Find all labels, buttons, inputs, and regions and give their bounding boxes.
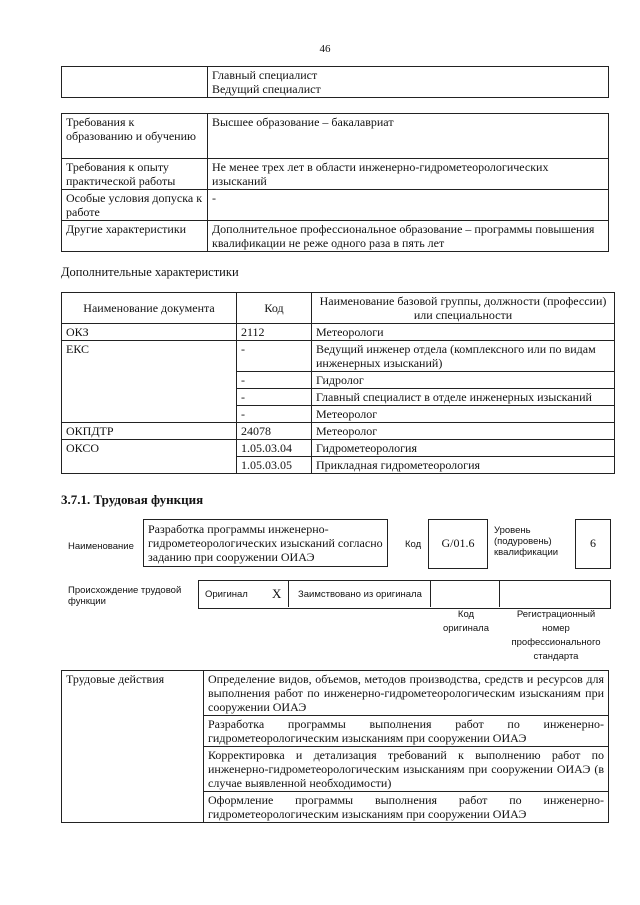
code-label: Код [405, 539, 422, 550]
extra-row [62, 324, 615, 341]
extra-row [62, 341, 615, 372]
code-cell: - [237, 372, 312, 389]
requirement-value: - [208, 190, 609, 221]
requirement-row [62, 221, 609, 252]
requirement-label: Требования к образованию и обучению [62, 114, 208, 159]
code-box [428, 519, 488, 569]
code-cell: - [237, 406, 312, 423]
positions-empty-cell [62, 67, 208, 98]
doc-cell: ЕКС [62, 341, 237, 423]
level-box [575, 519, 611, 569]
positions-table [61, 66, 609, 98]
page-number: 46 [319, 43, 331, 55]
name-cell: Ведущий инженер отдела (комплексного или по видам инженерных изысканий) [312, 341, 615, 372]
doc-cell: ОКПДТР [62, 423, 237, 440]
origin-divider [288, 580, 289, 607]
original-label: Оригинал [205, 589, 248, 600]
origin-divider [430, 580, 431, 607]
action-item: Оформление программы выполнения работ по инженерно-гидрометеорологическим изысканиям при сооружении ОИАЭ [204, 792, 609, 823]
action-item: Корректировка и детализация требований к выполнению работ по инженерно-гидрометеорологическим изысканиям при сооружении ОИАЭ (в случае выявленной необходимости) [204, 747, 609, 792]
name-cell: Метеоролог [312, 406, 615, 423]
position-item: Ведущий специалист [212, 82, 321, 96]
name-cell: Прикладная гидрометеорология [312, 457, 615, 474]
requirement-label: Требования к опыту практической работы [62, 159, 208, 190]
origin-label: Происхождение трудовой функции [68, 585, 182, 607]
name-label: Наименование [68, 541, 134, 552]
header-doc: Наименование документа [62, 293, 237, 324]
code-cell: - [237, 341, 312, 372]
position-item: Главный специалист [212, 68, 318, 82]
name-cell: Метеоролог [312, 423, 615, 440]
requirement-value: Высшее образование – бакалавриат [208, 114, 609, 159]
code-cell: 24078 [237, 423, 312, 440]
code-cell: 2112 [237, 324, 312, 341]
extra-row [62, 423, 615, 440]
doc-cell: ОКСО [62, 440, 237, 474]
code-value: G/01.6 [441, 536, 475, 550]
actions-label: Трудовые действия [62, 671, 204, 823]
level-label: Уровень (подуровень) квалификации [494, 525, 559, 558]
action-item: Разработка программы выполнения работ по инженерно-гидрометеорологическим изысканиям при сооружении ОИАЭ [204, 716, 609, 747]
header-name: Наименование базовой группы, должности (профессии) или специальности [312, 293, 615, 324]
action-item: Определение видов, объемов, методов производства, средств и ресурсов для выполнения работ по инженерно-гидрометеорологическим изысканиям при сооружении ОИАЭ [204, 671, 609, 716]
requirement-value: Не менее трех лет в области инженерно-гидрометеорологических изысканий [208, 159, 609, 190]
original-mark: X [272, 586, 282, 601]
section-title: 3.7.1. Трудовая функция [61, 492, 204, 507]
code-cell: - [237, 389, 312, 406]
header-code: Код [237, 293, 312, 324]
borrowed-label: Заимствовано из оригинала [298, 589, 422, 600]
origin-divider [499, 580, 500, 607]
registration-number-label: Регистрационный номер профессионального стандарта [511, 609, 601, 662]
name-cell: Главный специалист в отделе инженерных изысканий [312, 389, 615, 406]
doc-cell: ОКЗ [62, 324, 237, 341]
extra-row [62, 440, 615, 457]
extra-header-row [62, 293, 615, 324]
name-cell: Метеорологи [312, 324, 615, 341]
requirement-label: Другие характеристики [62, 221, 208, 252]
name-cell: Гидролог [312, 372, 615, 389]
actions-table [61, 670, 609, 823]
action-row [62, 671, 609, 716]
positions-cell [208, 67, 609, 98]
requirement-row [62, 190, 609, 221]
requirement-row [62, 159, 609, 190]
function-name-box [143, 519, 388, 567]
code-cell: 1.05.03.04 [237, 440, 312, 457]
extra-heading: Дополнительные характеристики [61, 265, 239, 279]
extra-table [61, 292, 615, 474]
name-cell: Гидрометеорология [312, 440, 615, 457]
requirement-row [62, 114, 609, 159]
code-cell: 1.05.03.05 [237, 457, 312, 474]
code-original-label: Код оригинала [442, 609, 489, 634]
level-value: 6 [590, 536, 596, 550]
function-name: Разработка программы инженерно-гидрометеорологических изысканий согласно заданию при сооружении ОИАЭ [148, 522, 383, 564]
requirement-label: Особые условия допуска к работе [62, 190, 208, 221]
requirement-value: Дополнительное профессиональное образование – программы повышения квалификации не реже одного раза в пять лет [208, 221, 609, 252]
requirements-table [61, 113, 609, 252]
